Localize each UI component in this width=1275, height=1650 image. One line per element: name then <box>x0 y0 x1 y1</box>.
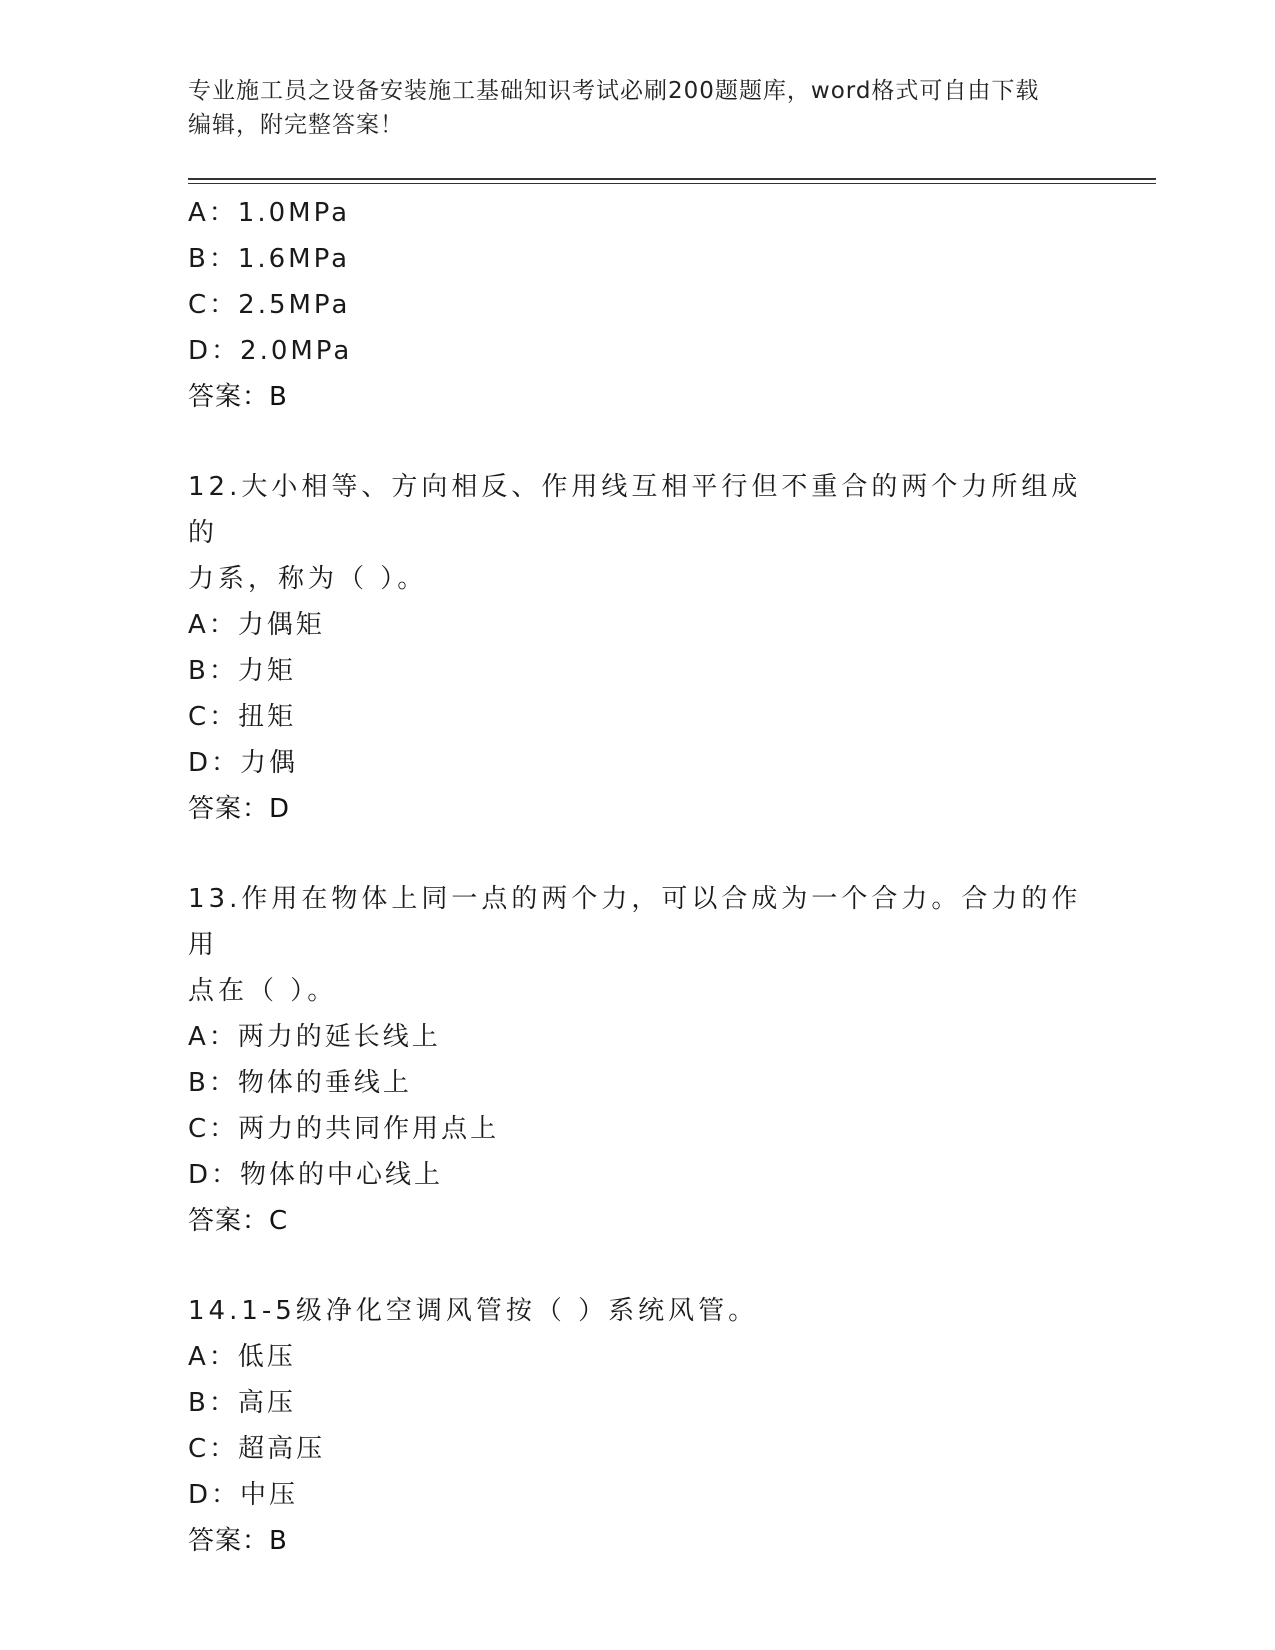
question-stem-line-1: 13.作用在物体上同一点的两个力，可以合成为一个合力。合力的作用 <box>188 884 1082 960</box>
option-a: A：力偶矩 <box>188 610 325 640</box>
spacer <box>188 420 1088 464</box>
option-c: C：超高压 <box>188 1434 326 1464</box>
answer: 答案：B <box>188 382 288 412</box>
option-a: A：1.0MPa <box>188 198 351 228</box>
answer: 答案：D <box>188 794 291 824</box>
question-11 <box>188 190 1088 420</box>
question-stem-line-1: 12.大小相等、方向相反、作用线互相平行但不重合的两个力所组成的 <box>188 472 1082 548</box>
option-c: C：2.5MPa <box>188 290 351 320</box>
option-b: B：力矩 <box>188 656 296 686</box>
header-line-1: 专业施工员之设备安装施工基础知识考试必刷200题题库，word格式可自由下载 <box>188 78 1040 104</box>
option-b: B：1.6MPa <box>188 244 351 274</box>
question-stem-line-2: 点在（ ）。 <box>188 976 338 1006</box>
question-13 <box>188 876 1088 1244</box>
option-a: A：两力的延长线上 <box>188 1022 441 1052</box>
header-divider-thin <box>188 183 1156 184</box>
option-d: D：物体的中心线上 <box>188 1160 444 1190</box>
option-b: B：高压 <box>188 1388 296 1418</box>
question-12 <box>188 464 1088 832</box>
question-14 <box>188 1288 1088 1564</box>
header-divider-thick <box>188 178 1156 180</box>
document-header <box>188 74 1088 142</box>
question-stem <box>188 1288 1088 1334</box>
option-a: A：低压 <box>188 1342 296 1372</box>
option-d: D：中压 <box>188 1480 299 1510</box>
answer: 答案：C <box>188 1206 289 1236</box>
question-stem <box>188 876 1088 1014</box>
question-stem <box>188 464 1088 602</box>
question-list <box>188 190 1088 1564</box>
spacer <box>188 1244 1088 1288</box>
question-stem-line-1: 14.1-5级净化空调风管按（ ）系统风管。 <box>188 1296 759 1326</box>
option-d: D：力偶 <box>188 748 299 778</box>
question-stem-line-2: 力系，称为（ ）。 <box>188 564 428 594</box>
spacer <box>188 832 1088 876</box>
option-c: C：扭矩 <box>188 702 297 732</box>
answer: 答案：B <box>188 1526 288 1556</box>
header-line-2: 编辑，附完整答案！ <box>188 112 404 138</box>
option-c: C：两力的共同作用点上 <box>188 1114 500 1144</box>
option-d: D：2.0MPa <box>188 336 353 366</box>
option-b: B：物体的垂线上 <box>188 1068 412 1098</box>
